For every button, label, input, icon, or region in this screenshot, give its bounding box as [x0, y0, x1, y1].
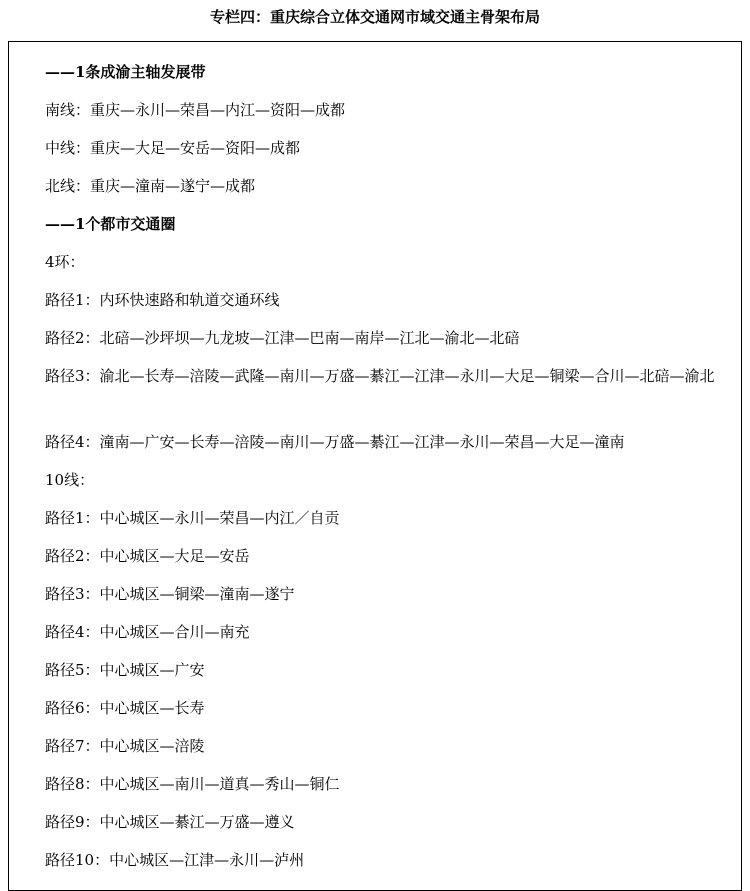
circle-heading: ——1个都市交通圈: [45, 215, 176, 233]
line-path-8: 路径8：中心城区—南川—道真—秀山—铜仁: [45, 775, 340, 793]
line-path-5: 路径5：中心城区—广安: [45, 661, 205, 679]
line-path-6: 路径6：中心城区—长寿: [45, 699, 205, 717]
content-box: [8, 41, 742, 891]
axis-line-north: 北线：重庆—潼南—遂宁—成都: [45, 177, 256, 195]
axis-line-middle: 中线：重庆—大足—安岳—资阳—成都: [45, 139, 301, 157]
lines-label: 10线：: [45, 471, 95, 489]
line-path-7: 路径7：中心城区—涪陵: [45, 737, 205, 755]
line-path-10: 路径10：中心城区—江津—永川—泸州: [45, 851, 305, 869]
rings-label: 4环：: [45, 253, 85, 271]
axis-line-south: 南线：重庆—永川—荣昌—内江—资阳—成都: [45, 101, 346, 119]
ring-path-2: 路径2：北碚—沙坪坝—九龙坡—江津—巴南—南岸—江北—渝北—北碚: [45, 329, 520, 347]
ring-path-3: 路径3：渝北—长寿—涪陵—武隆—南川—万盛—綦江—江津—永川—大足—铜梁—合川—北碚—渝北: [45, 367, 715, 385]
line-path-4: 路径4：中心城区—合川—南充: [45, 623, 250, 641]
document-title: 专栏四：重庆综合立体交通网市域交通主骨架布局: [209, 8, 540, 26]
line-path-9: 路径9：中心城区—綦江—万盛—遵义: [45, 813, 295, 831]
axis-heading: ——1条成渝主轴发展带: [45, 63, 206, 81]
line-path-1: 路径1：中心城区—永川—荣昌—内江／自贡: [45, 509, 340, 527]
ring-path-4: 路径4：潼南—广安—长寿—涪陵—南川—万盛—綦江—江津—永川—荣昌—大足—潼南: [45, 433, 625, 451]
ring-path-1: 路径1：内环快速路和轨道交通环线: [45, 291, 280, 309]
line-path-3: 路径3：中心城区—铜梁—潼南—遂宁: [45, 585, 295, 603]
line-path-2: 路径2：中心城区—大足—安岳: [45, 547, 250, 565]
